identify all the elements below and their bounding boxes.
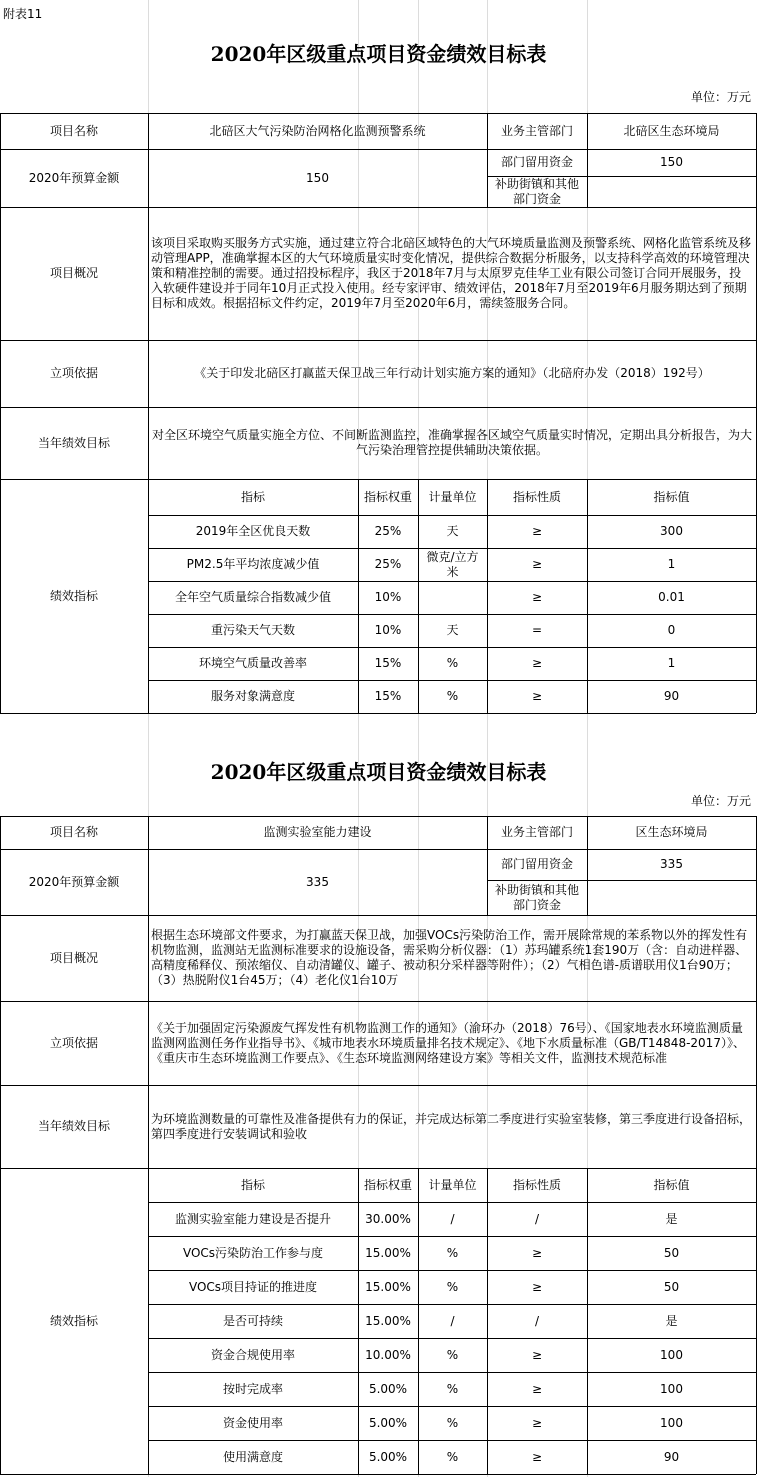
- table-cell-col-unit: %: [446, 1415, 459, 1430]
- subsidy-value: [587, 176, 756, 207]
- table-cell-col-nature: ≥: [531, 1245, 543, 1260]
- table-cell-col-unit: %: [446, 1381, 459, 1396]
- table-cell-col-weight: 10%: [374, 623, 402, 637]
- dept-label: 业务主管部门: [500, 123, 573, 138]
- table-cell-col-nature: ≥: [531, 557, 543, 571]
- table-cell-col-value: 0.01: [658, 590, 685, 604]
- project-name-label: 项目名称: [49, 825, 98, 839]
- col-unit-header: 计量单位: [428, 1177, 477, 1192]
- table-cell-col-nature: ≥: [531, 1381, 543, 1396]
- table-cell-col-weight: 5.00%: [368, 1415, 408, 1430]
- table-cell-col-value: 300: [660, 524, 683, 538]
- overview-label: 项目概况: [49, 266, 98, 280]
- table-cell-col-value: 100: [660, 1347, 683, 1362]
- table-cell-col-value: 是: [665, 1313, 678, 1328]
- col-unit-header: 计量单位: [428, 489, 477, 504]
- table-cell-col-indicator: 服务对象满意度: [210, 689, 295, 703]
- col-indicator-header: 指标: [240, 489, 265, 504]
- table-cell-col-value: 是: [665, 1211, 678, 1226]
- dept-value: 区生态环境局: [635, 825, 708, 839]
- table-cell-col-nature: ≥: [531, 1449, 543, 1464]
- table-cell-col-nature: /: [534, 1313, 540, 1328]
- table-cell-col-weight: 5.00%: [368, 1381, 408, 1396]
- project-name-value: 北碚区大气污染防治网格化监测预警系统: [209, 123, 426, 138]
- budget-label: 2020年预算金额: [28, 874, 120, 889]
- table-cell-col-unit: /: [450, 1313, 455, 1328]
- appendix-tag: 附表11: [3, 7, 43, 21]
- budget-label: 2020年预算金额: [28, 170, 120, 185]
- table-cell-col-indicator: 按时完成率: [222, 1381, 283, 1396]
- table-cell-col-nature: ≥: [531, 590, 543, 604]
- table-cell-col-unit: %: [446, 656, 459, 670]
- table-cell-col-weight: 25%: [374, 557, 402, 571]
- table-cell-col-unit: %: [446, 689, 459, 703]
- table-cell-col-weight: 15.00%: [365, 1279, 411, 1294]
- goal-text: 对全区环境空气质量实施全方位、不间断监测监控，准确掌握各区域空气质量实时情况，定期出具分析报告，为大气污染治理管控提供辅助决策依据。: [151, 428, 752, 457]
- table-title: 2020年区级重点项目资金绩效目标表: [210, 42, 547, 66]
- subsidy-label: 补助街镇和其他部门资金: [494, 882, 579, 912]
- table-cell-col-value: 90: [663, 689, 680, 703]
- table-cell-col-unit: 天: [446, 623, 459, 637]
- table-cell-col-nature: ≥: [531, 1347, 543, 1362]
- table-cell-col-indicator: 使用满意度: [222, 1449, 283, 1464]
- table-cell-col-nature: ≥: [531, 1279, 543, 1294]
- table-cell-col-unit: %: [446, 1347, 459, 1362]
- table-cell-col-indicator: 资金合规使用率: [210, 1347, 295, 1362]
- retain-label: 部门留用资金: [500, 857, 573, 871]
- table-cell-col-unit: 微克/立方米: [426, 549, 479, 579]
- table-cell-col-indicator: 监测实验室能力建设是否提升: [174, 1211, 331, 1226]
- basis-text: 《关于加强固定污染源废气挥发性有机物监测工作的通知》（渝环办（2018）76号）、《国家地表水环境监测质量监测网监测任务作业指导书》、《城市地表水环境质量排名技术规定》、《地下水质量标准（GB/T14848-2017）》、《重庆市生态环境监测工作要点》、《生态环境监测网络建设方案》等相关文件，监测技术规范标准: [151, 1020, 745, 1065]
- table-cell-col-nature: ≥: [531, 524, 543, 538]
- table-cell-col-nature: =: [531, 623, 543, 637]
- perf-label: 绩效指标: [49, 1313, 98, 1328]
- table-cell-col-value: 50: [663, 1279, 680, 1294]
- col-nature-header: 指标性质: [512, 1177, 561, 1192]
- table-cell-col-weight: 10%: [374, 590, 402, 604]
- table-cell-col-nature: /: [534, 1211, 540, 1226]
- table-cell-col-indicator: VOCs污染防治工作参与度: [182, 1245, 324, 1260]
- table-cell-col-weight: 15.00%: [365, 1245, 411, 1260]
- table-cell-col-indicator: 环境空气质量改善率: [198, 656, 307, 670]
- col-weight-header: 指标权重: [363, 1177, 412, 1192]
- budget-value: 335: [306, 874, 329, 889]
- project-name-label: 项目名称: [49, 123, 98, 138]
- subsidy-label: 补助街镇和其他部门资金: [494, 176, 579, 206]
- col-indicator-header: 指标: [240, 1177, 265, 1192]
- table-cell-col-unit: /: [450, 1211, 455, 1226]
- overview-label: 项目概况: [49, 950, 98, 965]
- table-cell-col-value: 50: [663, 1245, 680, 1260]
- overview-text: 该项目采取购买服务方式实施，通过建立符合北碚区域特色的大气环境质量监测及预警系统、网格化监管系统及移动管理APP，准确掌握本区的大气环境质量实时变化情况，提供综合数据分析服务，以支持科学高效的环境管理决策和精准控制的需要。通过招投标程序，我区于2018年7月与太原罗克佳华工业有限公司签订合同开展服务，投入软硬件建设并于同年10月正式投入使用。经专家评审、绩效评估，2018年7月至2019年6月服务期达到了预期目标和成效。根据招标文件约定，2019年7月至2020年6月，需续签服务合同。: [151, 236, 752, 310]
- table-cell-col-nature: ≥: [531, 656, 543, 670]
- table-cell-col-unit: %: [446, 1245, 459, 1260]
- retain-label: 部门留用资金: [500, 155, 573, 169]
- col-weight-header: 指标权重: [363, 489, 412, 504]
- goal-text: 为环境监测数量的可靠性及准备提供有力的保证，并完成达标第二季度进行实验室装修，第三季度进行设备招标，第四季度进行安装调试和验收: [151, 1111, 752, 1141]
- basis-label: 立项依据: [49, 366, 98, 380]
- h-border: [0, 1474, 756, 1475]
- table-title: 2020年区级重点项目资金绩效目标表: [210, 760, 547, 784]
- table-cell-col-nature: ≥: [531, 689, 543, 703]
- table-cell-col-indicator: 重污染天气天数: [210, 623, 295, 637]
- table-cell-col-value: 1: [667, 557, 676, 571]
- project-name-value: 监测实验室能力建设: [263, 825, 372, 839]
- table-cell-col-value: 100: [660, 1415, 683, 1430]
- table-cell-col-indicator: 全年空气质量综合指数减少值: [174, 590, 331, 604]
- dept-label: 业务主管部门: [500, 825, 573, 839]
- goal-label: 当年绩效目标: [37, 1119, 110, 1133]
- table-cell-col-nature: ≥: [531, 1415, 543, 1430]
- perf-label: 绩效指标: [49, 588, 98, 603]
- table-cell-col-weight: 5.00%: [368, 1449, 408, 1464]
- table-cell-col-indicator: VOCs项目持证的推进度: [188, 1279, 318, 1294]
- h-border: [0, 713, 756, 714]
- overview-text: 根据生态环境部文件要求，为打赢蓝天保卫战，加强VOCs污染防治工作，需开展除常规的苯系物以外的挥发性有机物监测，监测站无监测标准要求的设施设备，需采购分析仪器：（1）苏玛罐系统1套190万（含：自动进样器、高精度稀释仪、预浓缩仪、自动清罐仪、罐子、被动积分采样器等附件）；（2）气相色谱-质谱联用仪1台90万；（3）热脱附仪1台45万；（4）老化仪1台10万: [151, 928, 748, 987]
- basis-text: 《关于印发北碚区打赢蓝天保卫战三年行动计划实施方案的通知》（北碚府办发（2018）192号）: [194, 366, 710, 380]
- col-value-header: 指标值: [653, 489, 690, 504]
- table-cell-col-indicator: PM2.5年平均浓度减少值: [186, 557, 320, 571]
- table-cell-col-unit: [418, 581, 487, 614]
- subsidy-value: [587, 880, 756, 915]
- table-cell-col-indicator: 是否可持续: [222, 1313, 283, 1328]
- basis-label: 立项依据: [49, 1035, 98, 1050]
- unit-label: 单位：万元: [690, 794, 751, 808]
- table-cell-col-weight: 25%: [374, 524, 402, 538]
- table-cell-col-value: 0: [667, 623, 676, 637]
- table-cell-col-weight: 15%: [374, 689, 402, 703]
- table-cell-col-indicator: 资金使用率: [222, 1415, 283, 1430]
- unit-label: 单位：万元: [690, 90, 751, 104]
- table-cell-col-unit: %: [446, 1449, 459, 1464]
- table-cell-col-weight: 15%: [374, 656, 402, 670]
- col-value-header: 指标值: [653, 1177, 690, 1192]
- goal-label: 当年绩效目标: [37, 435, 110, 450]
- table-cell-col-unit: %: [446, 1279, 459, 1294]
- dept-value: 北碚区生态环境局: [623, 123, 720, 138]
- col-nature-header: 指标性质: [512, 489, 561, 504]
- table-cell-col-value: 100: [660, 1381, 683, 1396]
- table-cell-col-weight: 15.00%: [365, 1313, 411, 1328]
- table-cell-col-value: 90: [663, 1449, 680, 1464]
- retain-value: 335: [660, 857, 683, 871]
- budget-value: 150: [306, 170, 329, 185]
- table-cell-col-unit: 天: [446, 524, 459, 538]
- table-cell-col-indicator: 2019年全区优良天数: [195, 524, 311, 538]
- retain-value: 150: [660, 155, 683, 169]
- table-cell-col-weight: 30.00%: [365, 1211, 411, 1226]
- table-cell-col-value: 1: [667, 656, 676, 670]
- table-cell-col-weight: 10.00%: [365, 1347, 411, 1362]
